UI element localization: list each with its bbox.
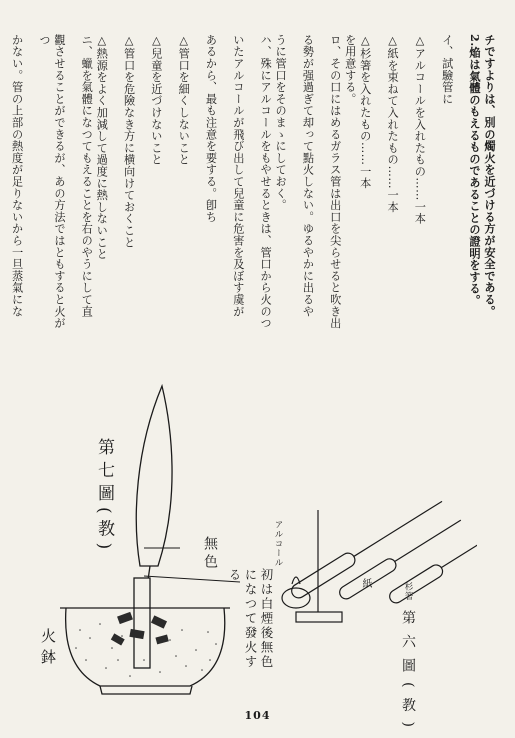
text-line: △アルコールを入れたもの……一本 (413, 34, 427, 225)
text-line: △管口を細くしないこと (177, 34, 191, 166)
text-line: 觀させることができるが、あの方法ではともすると火がつ (37, 34, 66, 329)
text-line: うに管口をそのまゝにしておく。 (274, 34, 288, 211)
body-text (0, 34, 497, 334)
figure6-alcohol-label: アルコール (273, 520, 283, 568)
figure7-caption: 第七圖(教) (94, 438, 114, 556)
figure6-chopstick-label: 杉箸 (403, 582, 413, 601)
text-line: △管口を危險なき方に横向けておくこと (122, 34, 136, 249)
text-line: △紙を束ねて入れたもの……一本 (386, 34, 400, 213)
text-line: △兒童を近づけないこと (149, 34, 163, 166)
text-line: △熱源をよく加減して過度に熱しないこと (95, 34, 109, 260)
text-line: を用意する。 (343, 34, 357, 105)
figure6-drawing (262, 470, 477, 640)
text-line: いたアルコールが飛び出して兒童に危害を及ぼす虞が (231, 34, 245, 318)
text-line: かない。管の上部の熱度が足りないから一旦蒸氣にな (10, 34, 24, 318)
figure7-note-label: 初は白煙後無色になつて發火する (227, 568, 274, 670)
text-line: ハ、殊にアルコールをもやせるときは、管口から火のつ (259, 34, 273, 329)
text-line: る勢が强過ぎて却って點火しない。ゆるやかに出るや (301, 34, 315, 318)
text-line: ロ、その口にはめるガラス管は出口を尖らせると吹き出 (328, 34, 342, 329)
text-line: ニ、蠟を氣體になつてもえることを右のやうにして直 (80, 34, 94, 318)
figure7-brazier-label: 火鉢 (39, 628, 57, 670)
text-line: イ、試驗管に (440, 34, 454, 105)
figure6-caption: 第六圖(教) (400, 610, 416, 737)
text-line: 2.焔は氣體のもえるものであることの證明をする。 (468, 34, 482, 307)
text-line: あるから、最も注意を要する。卽ち (204, 34, 218, 223)
page-number: 104 (244, 709, 271, 722)
figure7-drawing (40, 368, 250, 698)
figure6-paper-label: 紙 (360, 578, 371, 588)
figure7-colorless-label: 無色 (202, 536, 218, 572)
text-line: △杉箸を入れたもの……一本 (358, 34, 372, 190)
text-line: チですよりは、別の燭火を近づける方が安全である。 (483, 34, 497, 318)
